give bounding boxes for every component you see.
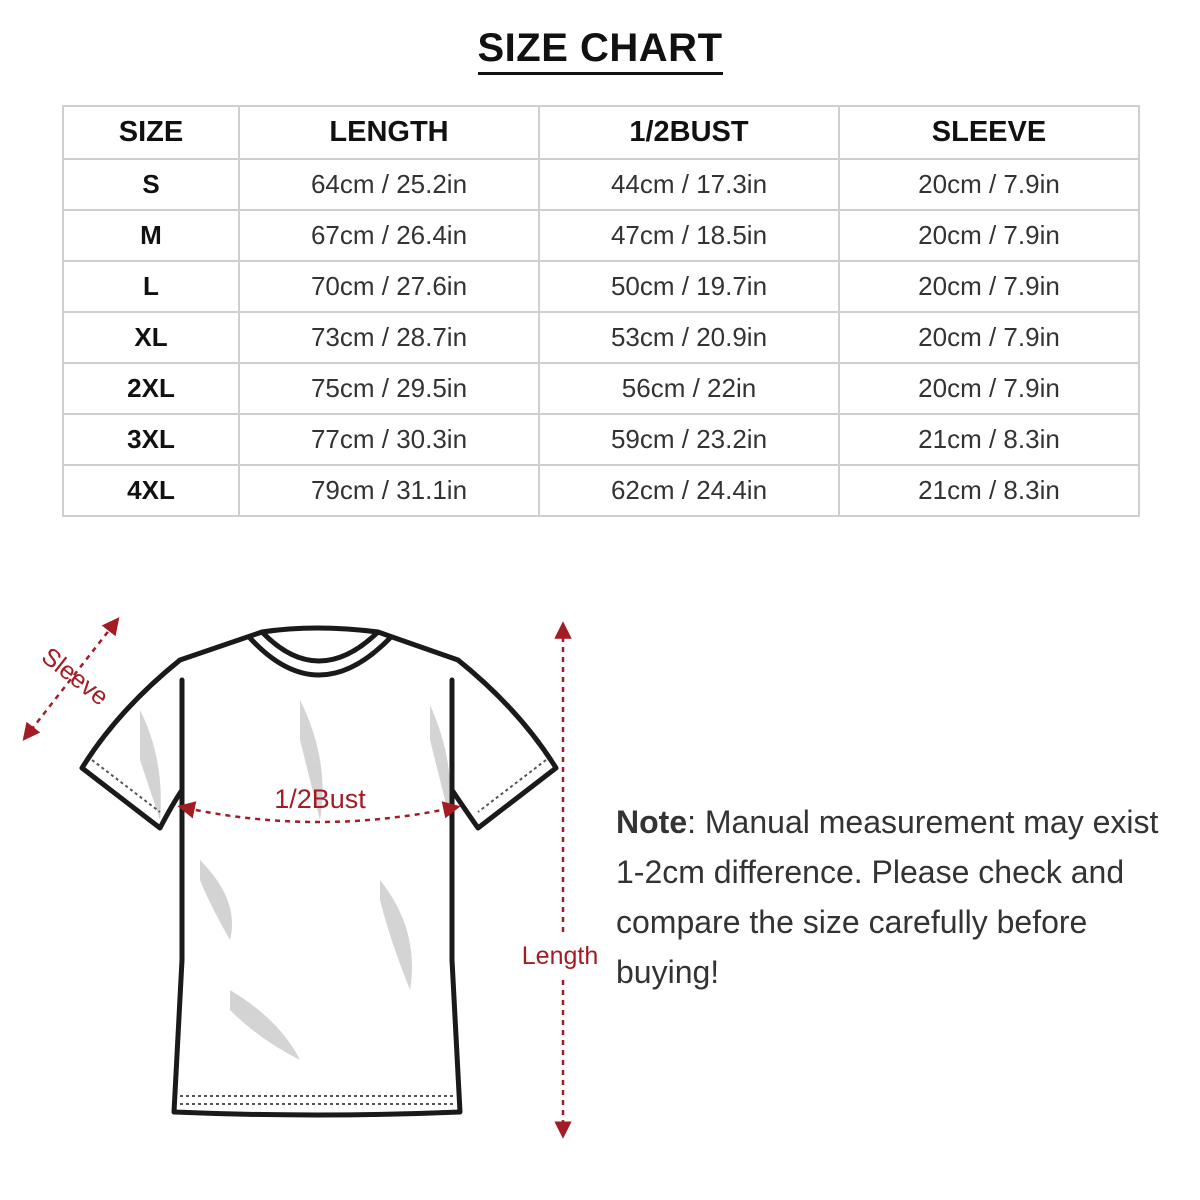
size-cell: 3XL	[63, 414, 239, 465]
table-row	[63, 312, 1139, 363]
sleeve-cell: 20cm / 7.9in	[839, 210, 1139, 261]
length-cell: 73cm / 28.7in	[239, 312, 539, 363]
page-title	[0, 26, 1200, 71]
size-cell: L	[63, 261, 239, 312]
bust-cell: 53cm / 20.9in	[539, 312, 839, 363]
table-row	[63, 261, 1139, 312]
sleeve-cell: 21cm / 8.3in	[839, 465, 1139, 516]
header-sleeve: SLEEVE	[839, 106, 1139, 159]
sleeve-cell: 20cm / 7.9in	[839, 312, 1139, 363]
length-cell: 75cm / 29.5in	[239, 363, 539, 414]
length-cell: 70cm / 27.6in	[239, 261, 539, 312]
length-label: Length	[521, 942, 599, 970]
header-size: SIZE	[63, 106, 239, 159]
table-row	[63, 414, 1139, 465]
size-cell: 4XL	[63, 465, 239, 516]
length-cell: 77cm / 30.3in	[239, 414, 539, 465]
table-row	[63, 363, 1139, 414]
note	[616, 797, 1176, 997]
size-cell: M	[63, 210, 239, 261]
header-half-bust: 1/2BUST	[539, 106, 839, 159]
bust-cell: 59cm / 23.2in	[539, 414, 839, 465]
note-text: : Manual measurement may exist 1-2cm difference. Please check and compare the size carefully before buying!	[616, 804, 1159, 990]
header-length: LENGTH	[239, 106, 539, 159]
length-cell: 79cm / 31.1in	[239, 465, 539, 516]
table-row	[63, 159, 1139, 210]
sleeve-cell: 21cm / 8.3in	[839, 414, 1139, 465]
page-title-text: SIZE CHART	[478, 26, 723, 75]
sleeve-cell: 20cm / 7.9in	[839, 261, 1139, 312]
size-cell: XL	[63, 312, 239, 363]
bust-cell: 47cm / 18.5in	[539, 210, 839, 261]
table-row	[63, 210, 1139, 261]
bust-cell: 50cm / 19.7in	[539, 261, 839, 312]
sleeve-cell: 20cm / 7.9in	[839, 159, 1139, 210]
length-cell: 64cm / 25.2in	[239, 159, 539, 210]
bust-cell: 62cm / 24.4in	[539, 465, 839, 516]
size-cell: 2XL	[63, 363, 239, 414]
sleeve-cell: 20cm / 7.9in	[839, 363, 1139, 414]
table-row	[63, 465, 1139, 516]
bust-label: 1/2Bust	[274, 784, 366, 814]
size-cell: S	[63, 159, 239, 210]
t-shirt-diagram	[0, 600, 640, 1160]
t-shirt-icon	[82, 628, 556, 1115]
length-cell: 67cm / 26.4in	[239, 210, 539, 261]
table-header-row	[63, 106, 1139, 159]
note-label: Note	[616, 804, 688, 840]
size-table	[62, 105, 1140, 517]
bust-cell: 56cm / 22in	[539, 363, 839, 414]
bust-cell: 44cm / 17.3in	[539, 159, 839, 210]
shirt-shading	[140, 700, 451, 1060]
sleeve-label: Sleeve	[36, 642, 114, 712]
